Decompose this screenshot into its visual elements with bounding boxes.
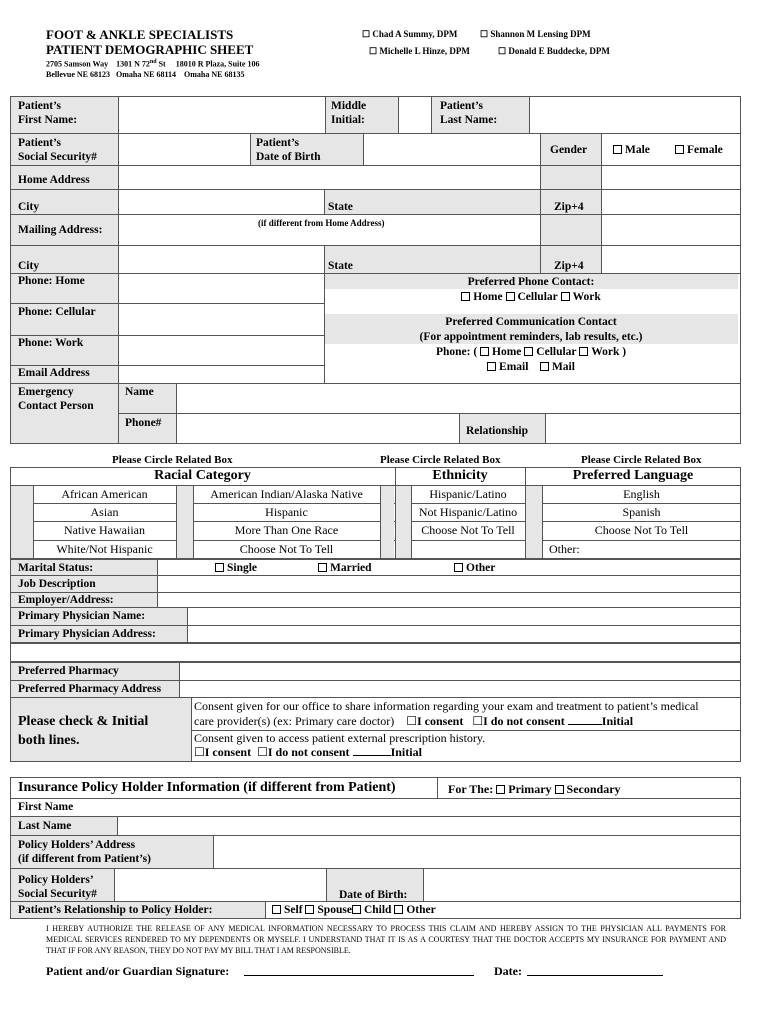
mailing-address-field[interactable] [119, 229, 539, 244]
date-line[interactable] [527, 974, 663, 976]
phone-home-label: Phone: Home [18, 275, 85, 287]
signature-line[interactable] [244, 974, 474, 976]
language-other-field[interactable]: Other: [549, 542, 580, 556]
race-option[interactable]: Native Hawaiian [64, 523, 145, 537]
signature-label: Patient and/or Guardian Signature: [46, 964, 230, 978]
ethnicity-option[interactable]: Hispanic/Latino [429, 487, 507, 501]
consent-instruction: Please check & Initial both lines. [18, 714, 149, 748]
circle-note-ethnicity: Please Circle Related Box [380, 454, 501, 466]
insurance-first-name-field[interactable] [90, 799, 740, 815]
race-option[interactable]: More Than One Race [234, 523, 339, 537]
doctor-option-2[interactable]: ☐ Shannon M Lensing DPM [480, 29, 591, 40]
gender-label: Gender [550, 144, 588, 156]
ssn-field[interactable] [119, 134, 249, 164]
ethnicity-option[interactable]: Choose Not To Tell [421, 523, 515, 537]
holder-dob-label: Date of Birth: [339, 889, 408, 901]
race-option[interactable]: American Indian/Alaska Native [210, 487, 363, 501]
race-option[interactable]: Choose Not To Tell [239, 542, 334, 556]
holder-ssn-field[interactable] [115, 869, 325, 900]
email-field[interactable] [119, 366, 323, 382]
phone-work-field[interactable] [119, 336, 323, 364]
preferred-phone-title: Preferred Phone Contact: [467, 276, 595, 288]
phone-work-label: Phone: Work [18, 337, 84, 349]
job-description-label: Job Description [18, 578, 96, 590]
physician-address-field[interactable] [188, 626, 740, 642]
consent-line-1-text: Consent given for our office to share information regarding your exam and treatment to patient’s medical [194, 699, 699, 713]
holder-relationship-label: Patient’s Relationship to Policy Holder: [18, 904, 213, 916]
state-label: State [328, 201, 353, 213]
circle-note-language: Please Circle Related Box [581, 454, 702, 466]
race-option[interactable]: White/Not Hispanic [56, 542, 153, 556]
mailing-address-label: Mailing Address: [18, 224, 103, 236]
relationship-field[interactable] [546, 414, 740, 442]
employer-label: Employer/Address: [18, 594, 114, 606]
doctor-option-4[interactable]: ☐ Donald E Buddecke, DPM [498, 46, 610, 57]
pharmacy-field[interactable] [180, 663, 740, 679]
last-name-field[interactable] [530, 98, 740, 132]
race-option[interactable]: Hispanic [265, 505, 308, 519]
insurance-last-name-field[interactable] [118, 817, 740, 834]
first-name-field[interactable] [119, 98, 324, 132]
ethnicity-title: Ethnicity [432, 468, 488, 483]
dob-field[interactable] [364, 134, 539, 164]
emergency-phone-field[interactable] [177, 414, 458, 442]
practice-name: FOOT & ANKLE SPECIALISTS [46, 27, 234, 42]
gender-female-option[interactable]: Female [675, 143, 723, 157]
zip2-label: Zip+4 [554, 260, 584, 272]
physician-name-field[interactable] [188, 608, 740, 624]
address-line-2: Bellevue NE 68123 Omaha NE 68114 Omaha NE 68135 [46, 70, 245, 79]
physician-name-label: Primary Physician Name: [18, 610, 146, 622]
emergency-contact-label: Emergency Contact Person [18, 386, 94, 412]
insurance-first-name-label: First Name [18, 801, 74, 813]
consent-line-1-options[interactable]: care provider(s) (ex: Primary care doctor) ☐ I consent ☐ I do not consent Initial [194, 714, 633, 729]
city-field[interactable] [119, 190, 323, 213]
pharmacy-address-label: Preferred Pharmacy Address [18, 683, 162, 695]
marital-single-option[interactable]: Single [215, 561, 257, 575]
state2-label: State [328, 260, 353, 272]
sheet-title: PATIENT DEMOGRAPHIC SHEET [46, 42, 254, 57]
email-label: Email Address [18, 367, 90, 379]
middle-initial-field[interactable] [399, 98, 430, 132]
pharmacy-label: Preferred Pharmacy [18, 665, 119, 677]
relationship-label: Relationship [466, 425, 528, 437]
ssn-label: Patient’s Social Security# [18, 137, 97, 163]
middle-initial-label: Middle Initial: [331, 100, 367, 126]
phone-cell-label: Phone: Cellular [18, 306, 96, 318]
consent-line-2-text: Consent given to access patient external prescription history. [194, 731, 486, 745]
comm-contact-other-options[interactable]: Email Mail [324, 360, 738, 374]
language-option[interactable]: Choose Not To Tell [594, 523, 689, 537]
race-option[interactable]: Asian [90, 505, 119, 519]
zip-label: Zip+4 [554, 201, 584, 213]
city2-label: City [18, 260, 40, 272]
holder-ssn-label: Policy Holders’ Social Security# [18, 874, 97, 900]
date-label: Date: [494, 964, 522, 978]
preferred-phone-options[interactable]: Home Cellular Work [324, 290, 738, 304]
comm-contact-title: Preferred Communication Contact [445, 316, 617, 328]
marital-status-label: Marital Status: [18, 562, 94, 574]
pharmacy-address-field[interactable] [180, 681, 740, 697]
insurance-last-name-label: Last Name [18, 820, 72, 832]
home-address-label: Home Address [18, 174, 90, 186]
dob-label: Patient’s Date of Birth [256, 137, 321, 163]
insurance-title: Insurance Policy Holder Information (if different from Patient) [18, 780, 396, 795]
doctor-option-1[interactable]: ☐ Chad A Summy, DPM [362, 29, 457, 40]
first-name-label: Patient’s First Name: [18, 100, 78, 126]
marital-other-option[interactable]: Other [454, 561, 495, 575]
city2-field[interactable] [119, 246, 323, 272]
gender-male-option[interactable]: Male [613, 143, 650, 157]
holder-relationship-options[interactable]: Self Spouse Child Other [272, 903, 436, 917]
city-label: City [18, 201, 40, 213]
language-option[interactable]: English [623, 487, 660, 501]
holder-address-field[interactable] [214, 836, 740, 867]
holder-address-label: Policy Holders’ Address (if different from Patient’s) [18, 839, 151, 865]
job-description-field[interactable] [158, 576, 740, 591]
consent-line-2-options[interactable]: ☐ I consent ☐ I do not consent Initial [194, 745, 422, 760]
emergency-name-label: Name [125, 386, 154, 398]
last-name-label: Patient’s Last Name: [440, 100, 498, 126]
physician-address-label: Primary Physician Address: [18, 628, 156, 640]
address-line-1: 2705 Samson Way 1301 N 72nd St 18010 R Plaza, Suite 106 [46, 59, 260, 69]
zip-field[interactable] [602, 190, 740, 213]
insurance-for-options[interactable]: For The: Primary Secondary [448, 782, 621, 796]
ethnicity-option[interactable]: Not Hispanic/Latino [418, 505, 518, 519]
employer-field[interactable] [158, 593, 740, 606]
emergency-name-field[interactable] [177, 384, 740, 412]
language-option[interactable]: Spanish [622, 505, 661, 519]
racial-category-title: Racial Category [154, 468, 251, 483]
comm-contact-subtitle: (For appointment reminders, lab results, etc.) [419, 331, 643, 343]
comm-contact-phone-options[interactable]: Phone: ( Home Cellular Work ) [435, 346, 627, 358]
blank-row [10, 643, 741, 662]
race-option[interactable]: African American [61, 487, 148, 501]
phone-home-field[interactable] [119, 274, 323, 302]
marital-married-option[interactable]: Married [318, 561, 372, 575]
doctor-option-3[interactable]: ☐ Michelle L Hinze, DPM [369, 46, 470, 57]
home-address-field[interactable] [119, 166, 539, 188]
emergency-phone-label: Phone# [125, 417, 162, 429]
circle-note-race: Please Circle Related Box [112, 454, 233, 466]
language-title: Preferred Language [572, 468, 694, 483]
mailing-note: (if different from Home Address) [258, 218, 385, 228]
phone-cell-field[interactable] [119, 304, 323, 334]
holder-dob-field[interactable] [424, 869, 740, 900]
authorization-text: I HEREBY AUTHORIZE THE RELEASE OF ANY MEDICAL INFORMATION NECESSARY TO PROCESS THIS CLAIM AND HEREBY ASSIGN TO THE PHYSICIAN ALL PAYMENTS FOR MEDICAL SERVICES RENDERED TO MY DEPENDENTS OR MYSELF. I UNDERSTAND THAT IT IS AS A COURTESY THAT THE DOCTOR ACCEPTS MY INSURANCE FOR PAYMENT AND THAT IF FOR ANY REASON, THEY DO NOT PAY MY BILL THAT I AM RESPONSIBLE. [46, 924, 726, 955]
